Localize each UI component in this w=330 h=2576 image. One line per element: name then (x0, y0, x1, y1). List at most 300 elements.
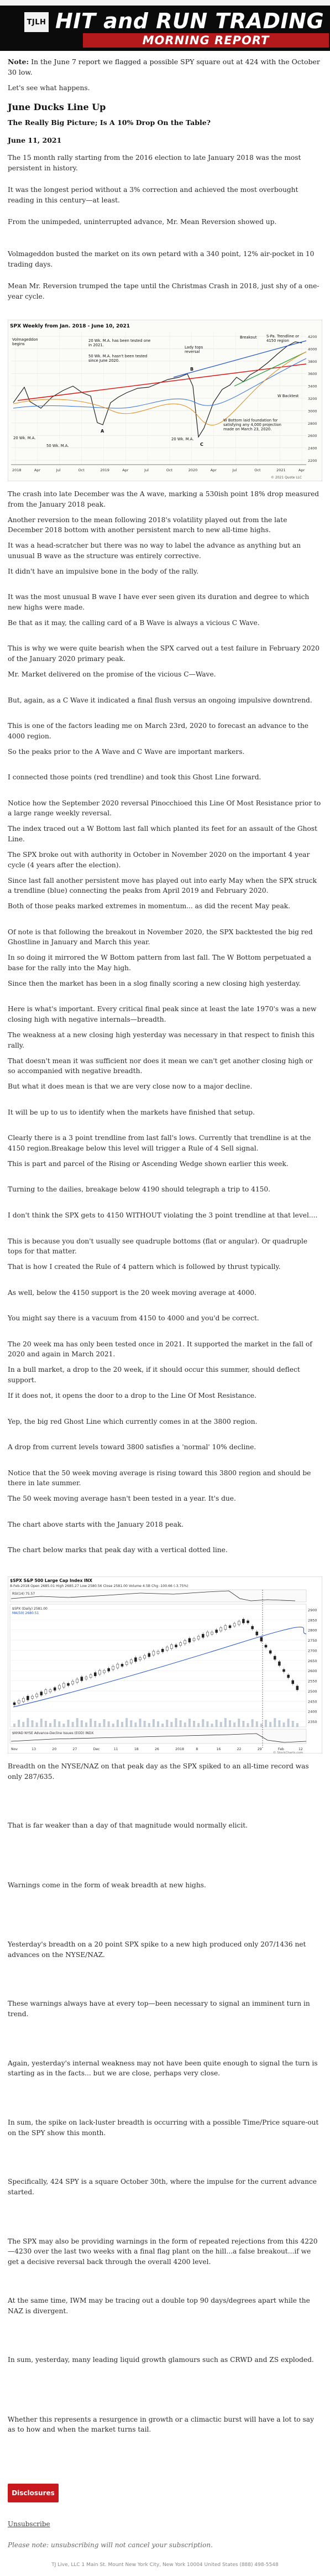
ma-legend: MA(50) 2680.51 (12, 1611, 39, 1615)
volume-bar (274, 1718, 276, 1727)
volume-bar (40, 1719, 43, 1727)
x-tick-label: 27 (72, 1747, 77, 1751)
candle (112, 1666, 114, 1669)
body-paragraph: You might say there is a vacuum from 4150 to 4000 and you'd be correct. (8, 1314, 259, 1323)
volume-bar (229, 1720, 231, 1727)
volume-bar (13, 1724, 15, 1727)
volume-bar (175, 1718, 177, 1727)
y-tick-label: 2550 (308, 1679, 317, 1684)
body-paragraph: Mean Mr. Reversion trumped the tape until the Christmas Crash in 2018, just shy of a one-year cycle. (8, 282, 319, 300)
lady-tops-note: Lady tops reversal (185, 345, 203, 354)
candle (27, 1696, 29, 1700)
paragraph-block (8, 643, 322, 664)
date-block (8, 136, 322, 144)
body-paragraph: I don't think the SPX gets to 4150 WITHOUT violating the 3 point trendline at that level.... (8, 1211, 318, 1219)
candle (197, 1636, 200, 1639)
candle (170, 1645, 172, 1649)
volume-bar (296, 1723, 298, 1727)
unsubscribe-link[interactable]: Unsubscribe (8, 2520, 50, 2528)
body-paragraph: It was the most unusual B wave I have ever seen given its duration and degree to which new highs were made. (8, 593, 310, 611)
volume-bar (260, 1724, 263, 1727)
x-tick-label: 8 (196, 1747, 198, 1751)
footer-address: TJ Live, LLC 1 Main St. Mount New York City, New York 10004 United States (888) 498-5548 (51, 2562, 279, 2568)
y-tick-label: 2600 (308, 1669, 317, 1674)
paragraph-block (8, 2236, 322, 2267)
note-text: In the June 7 report we flagged a possible SPY square out at 424 with the October 30 low. (8, 58, 320, 76)
volume-bar (188, 1719, 191, 1727)
body-paragraph: Clearly there is a 3 point trendline from last fall's lows. Currently that trendline is at the 4150 region.Breakage below this level will trigger a Rule of 4 Sell signal. (8, 1134, 311, 1152)
volume-bar (81, 1720, 83, 1727)
chart1-title: SPX Weekly from Jan. 2018 - June 10, 2021 (10, 324, 130, 329)
volume-bar (238, 1719, 240, 1727)
candle (67, 1683, 70, 1685)
unsubscribe-warning: Please note: unsubscribing will not cancel your subscription. (8, 2541, 213, 2549)
volume-bar (216, 1720, 218, 1727)
paragraph-block (8, 953, 322, 973)
body-paragraph: That is how I created the Rule of 4 pattern which is followed by thrust typically. (8, 1263, 281, 1271)
volume-bar (36, 1722, 38, 1727)
disclosures-button[interactable]: Disclosures (8, 2484, 59, 2502)
w-backtest-note: W Backtest (277, 394, 299, 398)
paragraph-block (8, 747, 322, 757)
candle (54, 1688, 56, 1690)
candle (278, 1662, 280, 1666)
x-tick-label: 2018 (175, 1747, 184, 1751)
chart2-info: 8-Feb-2018 Open 2685.01 High 2685.27 Low 2580.56 Close 2581.00 Volume 4.5B Chg -100.66 (-3.75%) (10, 1584, 188, 1588)
candle (121, 1664, 123, 1666)
candle (233, 1623, 235, 1626)
candle (108, 1668, 110, 1671)
candle (296, 1686, 298, 1690)
note-label: Note: (8, 58, 29, 66)
y-tick-label: 2800 (308, 1628, 317, 1633)
volume-bar (85, 1722, 87, 1727)
volume-bar (18, 1720, 20, 1727)
body-paragraph: Here is what's important. Every critical final peak since at least the late 1970's was a new closing high with negative internals—breadth. (8, 1005, 317, 1023)
candle (94, 1673, 96, 1676)
candle (85, 1677, 87, 1679)
body-paragraph: The SPX broke out with authority in October in November 2020 on the important 4 year cycle (4 years after the election). (8, 851, 310, 869)
volume-bar (67, 1720, 70, 1727)
ma20-mid-note: 20 Wk. M.A. (171, 437, 194, 441)
volume-bar (256, 1721, 258, 1727)
title-block (8, 102, 322, 112)
y-tick-label: 2500 (308, 1689, 317, 1694)
paragraph-block (8, 1939, 322, 1960)
candle (238, 1621, 240, 1625)
volume-bar (184, 1722, 186, 1727)
body-paragraph: Turning to the dailies, breakage below 4190 should telegraph a trip to 4150. (8, 1185, 271, 1194)
candle (206, 1632, 208, 1636)
note-block (8, 56, 322, 77)
paragraph-block (8, 217, 322, 227)
body-paragraph: Notice that the 50 week moving average is rising toward this 3800 region and should be there in late summer. (8, 1469, 311, 1487)
volume-bar (269, 1722, 271, 1727)
paragraph-block (8, 1468, 322, 1489)
body-paragraph: This is one of the factors leading me on March 23rd, 2020 to forecast an advance to the 4000 region. (8, 722, 309, 740)
body-paragraph: Again, yesterday's internal weakness may not have been quite enough to signal the turn is starting as in the facts... but we are close, perhaps very close. (8, 2059, 318, 2078)
y-tick-label: 2900 (308, 1608, 317, 1612)
x-tick-label: Apr (298, 468, 305, 472)
candle (49, 1690, 51, 1692)
candle (117, 1664, 119, 1668)
x-tick-label: 16 (216, 1747, 221, 1751)
body-paragraph: That doesn't mean it was sufficient nor does it mean we can't get another closing high or so accompanied with negative breadth. (8, 1057, 313, 1075)
paragraph-block (8, 876, 322, 896)
x-tick-label: Feb (277, 1747, 284, 1751)
body-paragraph: The weakness at a new closing high yesterday was necessary in that respect to finish this rally. (8, 1031, 315, 1049)
volume-bar (45, 1721, 47, 1727)
paragraph-block (8, 1442, 322, 1453)
candle (40, 1692, 43, 1695)
candle (157, 1651, 159, 1653)
paragraph-block (8, 1030, 322, 1050)
candle (265, 1645, 267, 1647)
volume-bar (202, 1719, 204, 1727)
paragraph-block (8, 592, 322, 612)
candle (139, 1658, 142, 1660)
x-tick-label: 18 (134, 1747, 139, 1751)
body-paragraph: As well, below the 4150 support is the 20 week moving average at 4000. (8, 1288, 256, 1297)
volume-bar (58, 1721, 60, 1727)
volume-bar (153, 1719, 155, 1727)
intro-text: Let's see what happens. (8, 84, 90, 92)
x-tick-label: 11 (113, 1747, 118, 1751)
candle (81, 1677, 83, 1681)
x-tick-label: Apr (210, 468, 217, 472)
body-paragraph: Of note is that following the breakout in November 2020, the SPX backtested the big red Ghostline in January and March this year. (8, 928, 313, 946)
body-paragraph: The crash into late December was the A wave, marking a 530ish point 18% drop measured from the January 2018 peak. (8, 490, 319, 508)
body-paragraph: Since last fall another persistent move has played out into early May when the SPX struck a trendline (blue) connecting the peaks from April 2019 and February 2020. (8, 876, 317, 895)
ma50-note: 50 Wk. M.A. (46, 444, 69, 448)
paragraph-block (8, 901, 322, 912)
candle (36, 1694, 38, 1697)
y-tick-label: 2450 (308, 1699, 317, 1704)
candle (229, 1626, 231, 1628)
price-legend: $SPX (Daily) 2581.00 (12, 1607, 48, 1611)
paragraph-block (8, 1545, 322, 1555)
paragraph-block (8, 1999, 322, 2019)
volume-bar (112, 1724, 114, 1727)
spx-weekly-chart (8, 320, 322, 481)
body-paragraph: Since then the market has been in a slog finally scoring a new closing high yesterday. (8, 979, 301, 987)
y-tick-label: 4000 (308, 347, 317, 352)
body-paragraph: This is part and parcel of the Rising or Ascending Wedge shown earlier this week. (8, 1159, 289, 1168)
x-tick-label: Jul (56, 468, 61, 472)
page-subtitle: The Really Big Picture; Is A 10% Drop On the Table? (8, 118, 211, 127)
body-paragraph: I connected those points (red trendline) and took this Ghost Line forward. (8, 773, 261, 782)
body-paragraph: This is why we were quite bearish when the SPX carved out a test failure in February 2020 of the January 2020 primary peak. (8, 644, 320, 663)
volume-bar (166, 1720, 168, 1727)
volume-bar (148, 1723, 150, 1727)
volume-bar (283, 1722, 285, 1727)
y-tick-label: 2750 (308, 1638, 317, 1643)
body-paragraph: These warnings always have at every top—been necessary to signal an imminent turn in trend. (8, 2000, 310, 2018)
candle (76, 1679, 78, 1682)
y-tick-label: 4200 (308, 335, 317, 339)
body-paragraph: If it does not, it opens the door to a drop to the Line Of Most Resistance. (8, 1392, 256, 1399)
masthead-top-stripe (0, 0, 330, 6)
paragraph-block (8, 979, 322, 989)
body-paragraph: Mr. Market delivered on the promise of the vicious C—Wave. (8, 670, 216, 678)
volume-bar (54, 1719, 56, 1727)
body-paragraph: The 50 week moving average hasn't been tested in a year. It's due. (8, 1495, 236, 1503)
candle (220, 1628, 222, 1631)
volume-bar (76, 1718, 78, 1727)
masthead (0, 0, 330, 51)
body-paragraph: The 15 month rally starting from the 2016 election to late January 2018 was the most persistent in history. (8, 154, 301, 172)
body-paragraph: The chart above starts with the January 2018 peak. (8, 1520, 184, 1528)
paragraph-block (8, 2296, 322, 2316)
volume-bar (247, 1723, 249, 1727)
volume-bar (180, 1720, 182, 1727)
y-tick-label: 2850 (308, 1618, 317, 1623)
volume-bar (72, 1722, 74, 1727)
volume-bar (27, 1718, 29, 1727)
intro-block (8, 83, 322, 93)
x-tick-label: 2019 (100, 468, 109, 472)
paragraph-block (8, 1820, 322, 1831)
volume-bar (49, 1723, 51, 1727)
body-paragraph: Both of those peaks marked extremes in momentum... as did the recent May peak. (8, 902, 290, 910)
x-tick-label: Dec (93, 1747, 100, 1751)
candle (242, 1619, 244, 1623)
candle (45, 1690, 47, 1694)
candle (269, 1651, 271, 1653)
page-title: June Ducks Line Up (8, 102, 106, 112)
candle (58, 1685, 60, 1689)
paragraph-block (8, 824, 322, 844)
candle (98, 1671, 101, 1674)
spx-weekly-chart-svg (8, 320, 322, 481)
volume-bar (62, 1724, 65, 1727)
breadth-legend: $NYAD NYSE Advance-Decline Issues (EOD) INDX (12, 1731, 94, 1735)
paragraph-block (8, 281, 322, 301)
body-paragraph: But, again, as a C Wave it indicated a final flush versus an ongoing impulsive downtrend. (8, 696, 312, 704)
paragraph-block (8, 1262, 322, 1272)
body-paragraph: It didn't have an impulsive bone in the body of the rally. (8, 567, 199, 575)
candle (32, 1696, 34, 1698)
volume-bar (103, 1719, 106, 1727)
volume-bar (125, 1718, 128, 1727)
x-tick-label: 13 (32, 1747, 36, 1751)
body-paragraph: Warnings come in the form of weak breadth at new highs. (8, 1881, 206, 1889)
candle (180, 1643, 182, 1646)
volume-bar (117, 1720, 119, 1727)
body-paragraph: That is far weaker than a day of that magnitude would normally elicit. (8, 1822, 248, 1830)
body-paragraph: At the same time, IWM may be tracing out a double top 90 days/degrees apart while the NAZ is divergent. (8, 2297, 310, 2315)
volume-bar (134, 1722, 137, 1727)
volume-bar (139, 1719, 142, 1727)
y-tick-label: 3400 (308, 384, 317, 389)
body-paragraph: The chart below marks that peak day with a vertical dotted line. (8, 1546, 228, 1554)
x-tick-label: 2021 (276, 468, 286, 472)
paragraph-block (8, 798, 322, 819)
body-paragraph: So the peaks prior to the A Wave and C Wave are important markers. (8, 747, 245, 756)
volume-bar (121, 1722, 123, 1727)
x-tick-label: 29 (257, 1747, 262, 1751)
paragraph-block (8, 1339, 322, 1360)
volume-bar (32, 1720, 34, 1727)
y-tick-label: 2600 (308, 434, 317, 439)
volmageddon-note: Volmageddon begins (12, 337, 38, 346)
body-paragraph: Volmageddon busted the market on its own petard with a 340 point, 12% air-pocket in 10 trading days. (8, 250, 315, 268)
x-tick-label: Apr (34, 468, 41, 472)
volume-bar (287, 1719, 290, 1727)
volume-bar (144, 1721, 146, 1727)
y-tick-label: 2350 (308, 1720, 317, 1724)
subtitle-block (8, 118, 322, 127)
wave-label: B (190, 367, 194, 372)
paragraph-block (8, 1365, 322, 1385)
body-paragraph: In a bull market, a drop to the 20 week, if it should occur this summer, should deflect support. (8, 1366, 300, 1384)
candle (193, 1638, 195, 1641)
x-tick-label: Jul (232, 468, 237, 472)
x-tick-label: 26 (155, 1747, 159, 1751)
body-paragraph: The index traced out a W Bottom last fall which planted its feet for an assault of the Ghost Line. (8, 825, 317, 843)
body-paragraph: In so doing it mirrored the W Bottom pattern from last fall. The W Bottom perpetuated a base for the rally into the May high. (8, 954, 311, 972)
volume-bar (90, 1719, 92, 1727)
y-tick-label: 2800 (308, 421, 317, 426)
body-paragraph: The 20 week ma has only been tested once in 2021. It supported the market in the fall of 2020 and again in March 2021. (8, 1340, 312, 1359)
candle (125, 1662, 128, 1665)
y-tick-label: 3000 (308, 409, 317, 414)
spx-daily-chart-svg (8, 1576, 322, 1753)
volume-bar (197, 1723, 200, 1727)
volume-bar (108, 1721, 110, 1727)
volume-bar (233, 1722, 235, 1727)
paragraph-block (8, 1107, 322, 1118)
paragraph-block (8, 1391, 322, 1401)
wave-label: A (101, 429, 104, 434)
candle (13, 1703, 15, 1705)
y-tick-label: 2200 (308, 459, 317, 463)
paragraph-block (8, 1519, 322, 1530)
x-tick-label: Oct (254, 468, 261, 472)
paragraph-block (8, 2117, 322, 2138)
paragraph-block (8, 1761, 322, 1782)
tjlh-logo: TJLH (24, 12, 49, 32)
y-tick-label: 2400 (308, 1709, 317, 1714)
candle (216, 1630, 218, 1633)
paragraph-block (8, 772, 322, 783)
volume-bar (252, 1719, 254, 1727)
x-tick-label: Oct (166, 468, 173, 472)
paragraph-block (8, 1184, 322, 1195)
paragraph-block (8, 2177, 322, 2197)
x-tick-label: 22 (237, 1747, 242, 1751)
paragraph-block (8, 618, 322, 628)
body-paragraph: It will be up to us to identify when the markets have finished that setup. (8, 1108, 255, 1116)
candle (161, 1649, 164, 1652)
candle (211, 1632, 213, 1634)
paragraph-block (8, 1880, 322, 1891)
paragraph-block (8, 566, 322, 577)
body-paragraph: But what it does mean is that we are very close now to a major decline. (8, 1083, 253, 1091)
volume-bar (170, 1722, 172, 1727)
paragraph-block (8, 1159, 322, 1169)
rsi-legend: RSI(14) 75.57 (12, 1592, 35, 1596)
paragraph-block (8, 1417, 322, 1427)
candle (148, 1653, 150, 1657)
x-tick-label: 20 (52, 1747, 57, 1751)
candle (22, 1698, 24, 1701)
wave-label: C (200, 442, 203, 447)
candle (153, 1651, 155, 1655)
report-band: MORNING REPORT (83, 33, 329, 48)
breakout-note: Breakout (240, 335, 257, 340)
x-tick-label: 12 (298, 1747, 303, 1751)
candle (175, 1645, 177, 1647)
paragraph-block (8, 669, 322, 680)
body-paragraph: Be that as it may, the calling card of a B Wave is always a vicious C Wave. (8, 618, 260, 627)
volume-bar (278, 1720, 280, 1727)
candle (72, 1681, 74, 1684)
candle (90, 1675, 92, 1678)
y-tick-label: 2400 (308, 446, 317, 451)
candle (134, 1658, 137, 1662)
body-paragraph: In sum, the spike on lack-luster breadth is occurring with a possible Time/Price square-out on the SPY show this month. (8, 2119, 319, 2137)
body-paragraph: The SPX may also be providing warnings in the form of repeated rejections from this 4220—4230 over the last two weeks with a final flag plant on the hill...a false breakout...if we get a decisive reversal back through the overall 4200 level. (8, 2237, 318, 2266)
paragraph-block (8, 1056, 322, 1076)
y-tick-label: 3200 (308, 397, 317, 401)
ma20-note-1: 20 Wk. M.A. has been tested one in 2021. (88, 339, 151, 347)
volume-bar (220, 1722, 222, 1727)
body-paragraph: A drop from current levels toward 3800 satisfies a 'normal' 10% decline. (8, 1443, 256, 1451)
paragraph-block (8, 2414, 322, 2435)
body-paragraph: This is because you don't usually see quadruple bottoms (flat or angular). Or quadruple tops for that matter. (8, 1237, 308, 1256)
price-panel (10, 1604, 306, 1727)
volume-bar (224, 1718, 227, 1727)
y-tick-label: 2650 (308, 1658, 317, 1663)
candle (260, 1637, 263, 1641)
x-tick-label: 2018 (12, 468, 22, 472)
x-tick-label: Jul (144, 468, 149, 472)
paragraph-block (8, 1313, 322, 1324)
brand-title: HIT and RUN TRADING (55, 9, 324, 33)
chart2-copyright: © StockCharts.com (273, 1751, 303, 1753)
y-tick-label: 2700 (308, 1648, 317, 1653)
spx-daily-chart (8, 1576, 322, 1753)
body-paragraph: It was a head-scratcher but there was no way to label the advance as anything but an unusual B wave as the structure was entirely corrective. (8, 542, 301, 560)
paragraph-block (8, 1081, 322, 1092)
y-tick-label: 3800 (308, 359, 317, 364)
x-tick-label: Oct (78, 468, 85, 472)
x-tick-label: Apr (122, 468, 129, 472)
x-tick-label: Nov (11, 1747, 18, 1751)
candle (18, 1700, 20, 1703)
candle (292, 1680, 294, 1684)
body-paragraph: Whether this represents a resurgence in growth or a climactic burst will have a lot to say as to how and when the market turns tail. (8, 2415, 314, 2434)
x-tick-label: 2020 (188, 468, 198, 472)
candle (256, 1632, 258, 1635)
w-bottom-note: W Bottom laid foundation for satisfying any 4,000 projection made on March 23, 2020. (223, 418, 281, 431)
body-paragraph: In sum, yesterday, many leading liquid growth glamours such as CRWD and ZS exploded. (8, 2356, 314, 2364)
y-tick-label: 3600 (308, 372, 317, 377)
candle (224, 1626, 227, 1630)
paragraph-block (8, 1493, 322, 1504)
paragraph-block (8, 515, 322, 535)
body-paragraph: Breadth on the NYSE/NAZ on that peak day as the SPX spiked to an all-time record was only 287/635. (8, 1762, 309, 1781)
paragraph-block (8, 249, 322, 269)
paragraph-block (8, 1288, 322, 1298)
volume-bar (98, 1723, 101, 1727)
body-paragraph: It was the longest period without a 3% correction and achieved the most overbought reading in this century—at least. (8, 186, 298, 204)
body-paragraph: From the unimpeded, uninterrupted advance, Mr. Mean Reversion showed up. (8, 218, 277, 226)
paragraph-block (8, 1133, 322, 1153)
candle (130, 1660, 132, 1663)
body-paragraph: Another reversion to the mean following 2018's volatility played out from the late December 2018 bottom with another persistent march to new all-time highs. (8, 516, 287, 534)
